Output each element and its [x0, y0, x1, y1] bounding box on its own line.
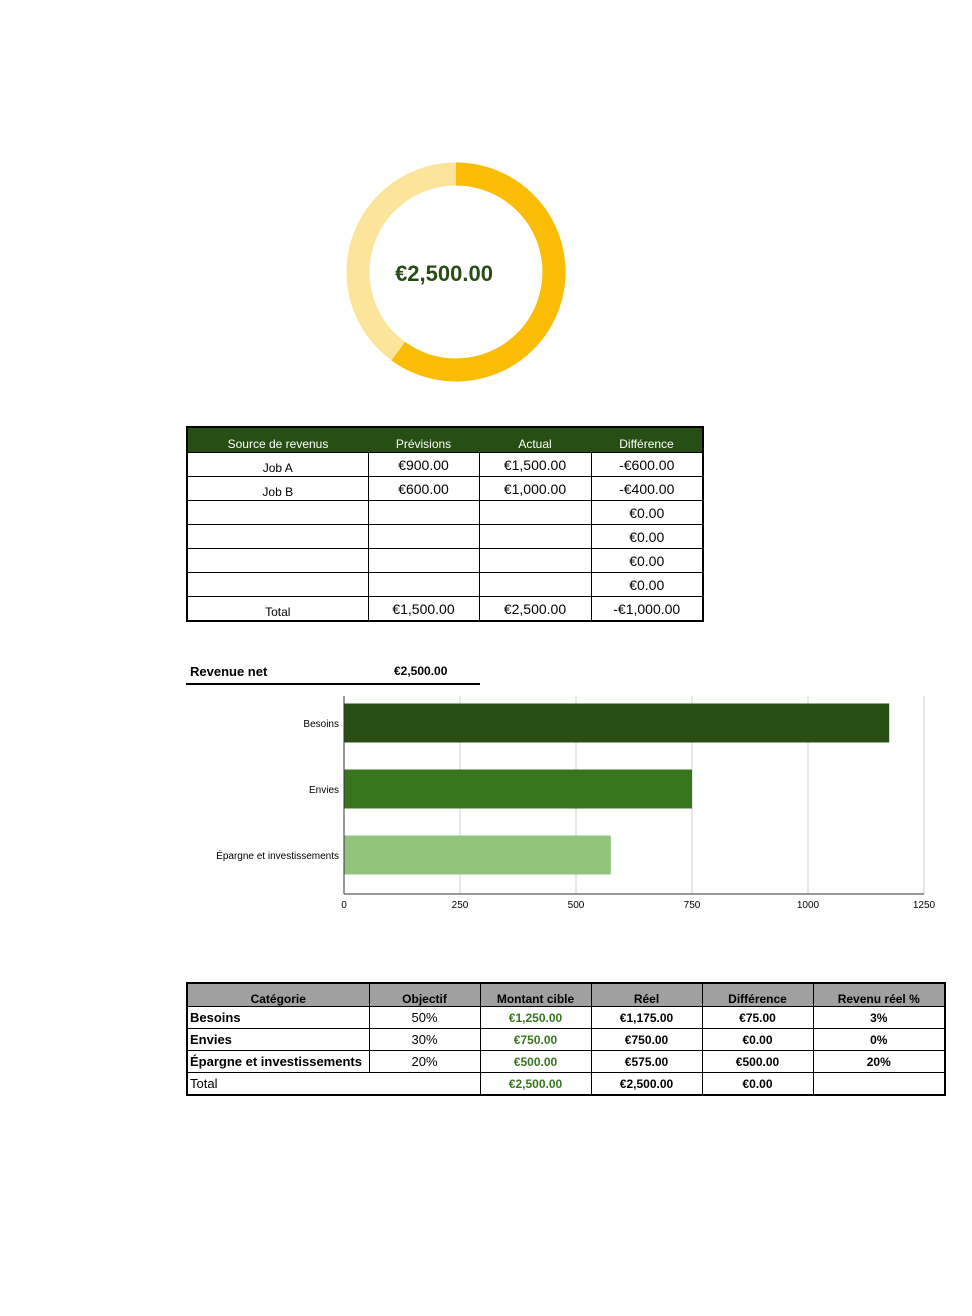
header-reel: Réel	[591, 983, 702, 1007]
table-row	[187, 1029, 945, 1051]
y-category-label: Épargne et investissements	[216, 851, 339, 862]
total-revenu-reel-pct[interactable]	[813, 1073, 945, 1096]
table-row	[187, 1007, 945, 1029]
header-difference: Différence	[591, 427, 703, 453]
revenue-net-value[interactable]: €2,500.00	[394, 664, 448, 678]
cell-reel[interactable]: €750.00	[591, 1029, 702, 1051]
x-tick-label: 750	[683, 900, 701, 911]
x-tick-label: 1000	[796, 900, 820, 911]
cell-actual[interactable]: €1,000.00	[479, 477, 591, 501]
y-category-label: Envies	[308, 785, 339, 796]
header-montant-cible: Montant cible	[480, 983, 591, 1007]
cell-reel[interactable]: €575.00	[591, 1051, 702, 1073]
cell-source[interactable]: Job A	[187, 453, 368, 477]
y-category-label: Besoins	[303, 719, 339, 730]
header-actual: Actual	[479, 427, 591, 453]
x-tick-label: 1250	[912, 900, 936, 911]
cell-difference[interactable]: -€400.00	[591, 477, 703, 501]
bar-besoins	[344, 704, 889, 743]
header-previsions: Prévisions	[368, 427, 479, 453]
cell-objectif[interactable]: 30%	[369, 1029, 480, 1051]
bar-envies	[344, 770, 692, 809]
header-categorie: Catégorie	[187, 983, 369, 1007]
bar-épargne	[344, 836, 611, 875]
cell-objectif[interactable]: 20%	[369, 1051, 480, 1073]
cell-difference[interactable]: €0.00	[591, 549, 703, 573]
cell-previsions[interactable]: €600.00	[368, 477, 479, 501]
total-actual[interactable]: €2,500.00	[479, 597, 591, 622]
cell-montant-cible[interactable]: €1,250.00	[480, 1007, 591, 1029]
cell-difference[interactable]: €0.00	[702, 1029, 813, 1051]
cell-objectif[interactable]: 50%	[369, 1007, 480, 1029]
cell-reel[interactable]: €1,175.00	[591, 1007, 702, 1029]
cell-difference[interactable]: €0.00	[591, 501, 703, 525]
header-source: Source de revenus	[187, 427, 368, 453]
category-budget-table	[186, 982, 946, 1096]
cell-category[interactable]: Besoins	[187, 1007, 369, 1029]
cell-revenu-reel-pct[interactable]: 0%	[813, 1029, 945, 1051]
total-previsions[interactable]: €1,500.00	[368, 597, 479, 622]
cell-difference[interactable]: €500.00	[702, 1051, 813, 1073]
cell-source[interactable]: Job B	[187, 477, 368, 501]
total-montant-cible[interactable]: €2,500.00	[480, 1073, 591, 1096]
cell-difference[interactable]: -€600.00	[591, 453, 703, 477]
cell-montant-cible[interactable]: €750.00	[480, 1029, 591, 1051]
cell-montant-cible[interactable]: €500.00	[480, 1051, 591, 1073]
cell-revenu-reel-pct[interactable]: 3%	[813, 1007, 945, 1029]
cell-difference[interactable]: €0.00	[591, 573, 703, 597]
cell-difference[interactable]: €75.00	[702, 1007, 813, 1029]
cell-previsions[interactable]: €900.00	[368, 453, 479, 477]
x-tick-label: 250	[451, 900, 469, 911]
cell-revenu-reel-pct[interactable]: 20%	[813, 1051, 945, 1073]
cell-difference[interactable]: €0.00	[591, 525, 703, 549]
x-tick-label: 0	[341, 900, 347, 911]
cell-actual[interactable]: €1,500.00	[479, 453, 591, 477]
total-label: Total	[187, 597, 368, 622]
total-label: Total	[187, 1073, 480, 1096]
total-difference[interactable]: -€1,000.00	[591, 597, 703, 622]
total-reel[interactable]: €2,500.00	[591, 1073, 702, 1096]
table-header-row	[187, 983, 945, 1007]
total-row	[187, 1073, 945, 1096]
table-row	[187, 1051, 945, 1073]
cell-category[interactable]: Envies	[187, 1029, 369, 1051]
header-difference: Différence	[702, 983, 813, 1007]
total-difference[interactable]: €0.00	[702, 1073, 813, 1096]
revenue-net-label: Revenue net	[190, 664, 268, 679]
header-objectif: Objectif	[369, 983, 480, 1007]
cell-category[interactable]: Épargne et investissements	[187, 1051, 369, 1073]
donut-center-value: €2,500.00	[395, 261, 493, 286]
x-tick-label: 500	[567, 900, 585, 911]
header-revenu-reel-pct: Revenu réel %	[813, 983, 945, 1007]
